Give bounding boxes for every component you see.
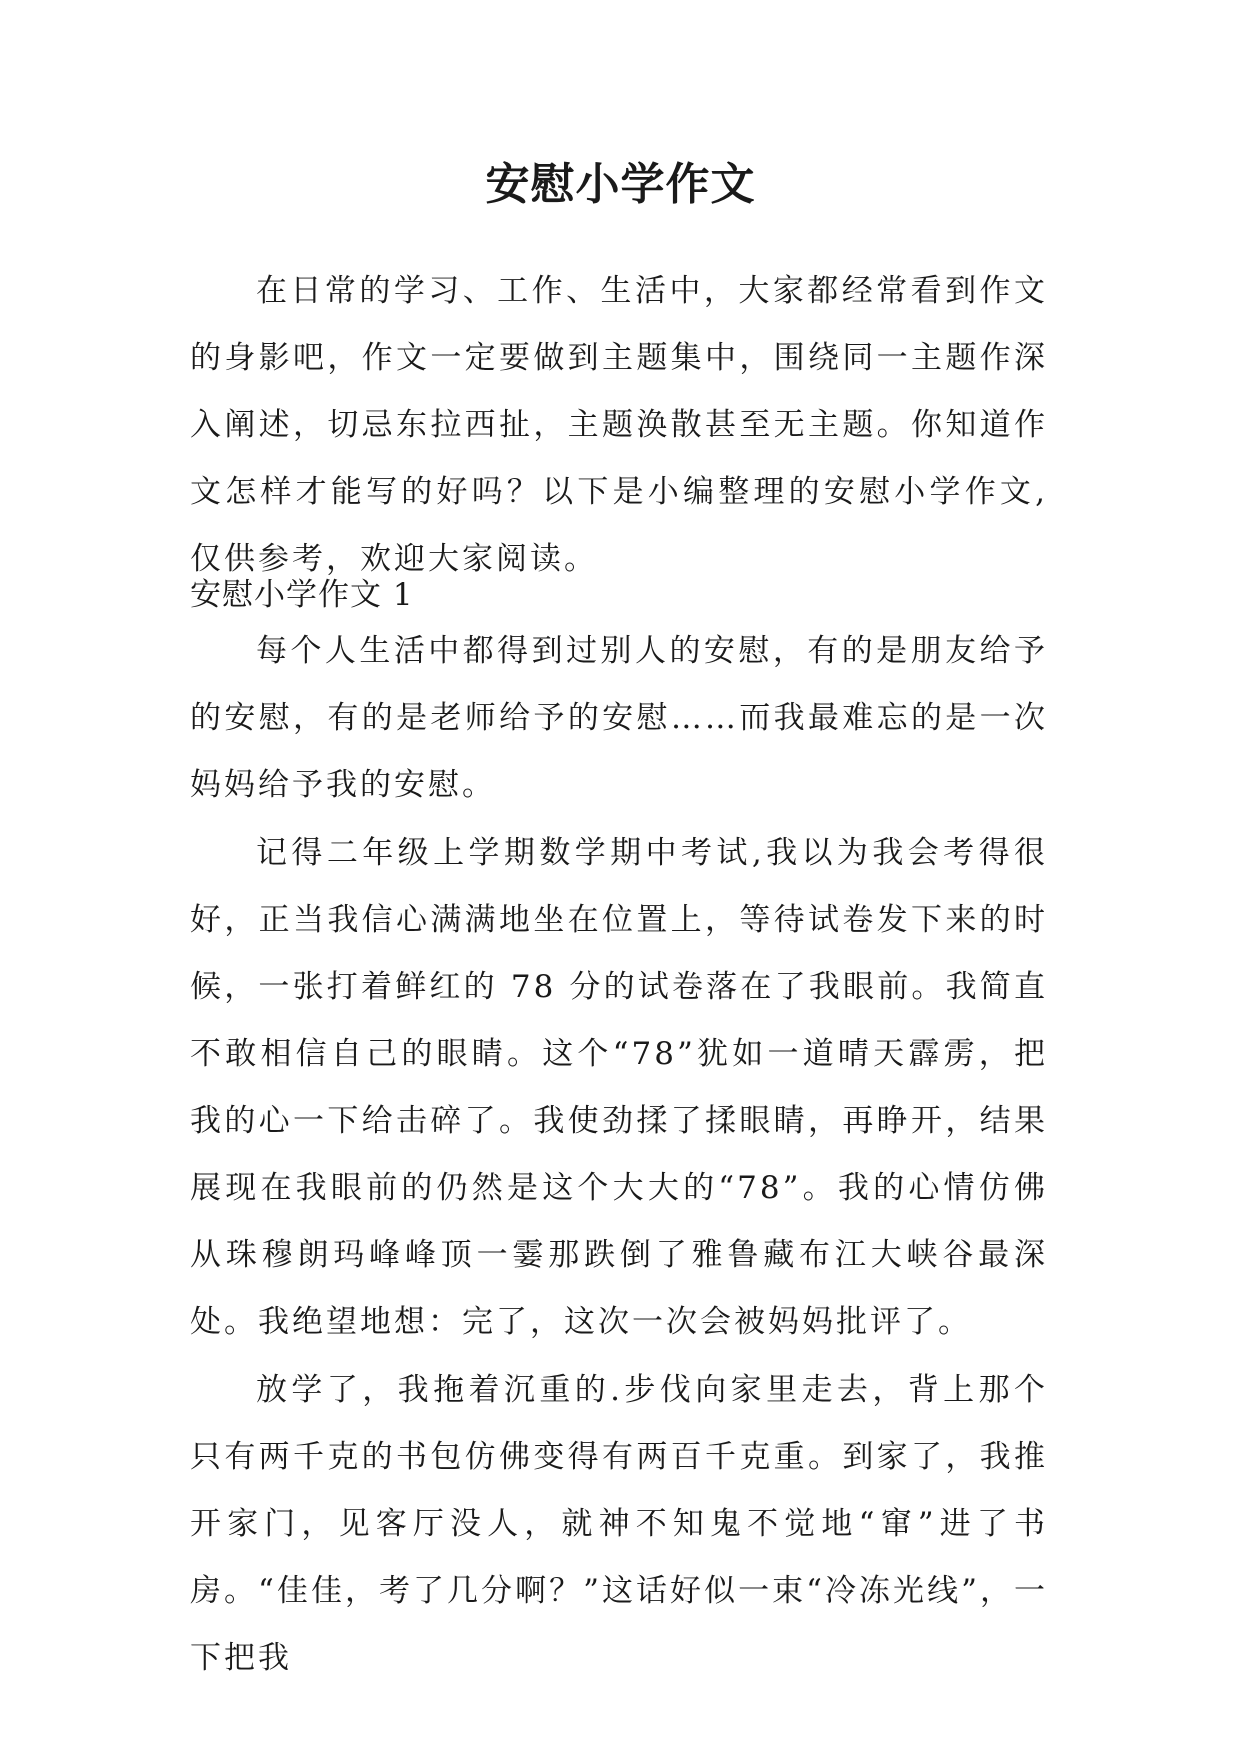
section-heading: 安慰小学作文 1	[190, 577, 414, 613]
body-paragraph-3: 放学了，我拖着沉重的.步伐向家里走去，背上那个只有两千克的书包仿佛变得有两百千克重。到家了，我推开家门，见客厅没人，就神不知鬼不觉地“窜”进了书房。“佳佳，考了几分啊？”这话好似一束“冷冻光线”，一下把我	[190, 1372, 1048, 1676]
intro-paragraph: 在日常的学习、工作、生活中，大家都经常看到作文的身影吧，作文一定要做到主题集中，围绕同一主题作深入阐述，切忌东拉西扯，主题涣散甚至无主题。你知道作文怎样才能写的好吗？以下是小编整理的安慰小学作文,仅供参考，欢迎大家阅读。	[190, 273, 1048, 577]
body-paragraph-2: 记得二年级上学期数学期中考试,我以为我会考得很好，正当我信心满满地坐在位置上，等待试卷发下来的时候，一张打着鲜红的 78 分的试卷落在了我眼前。我简直不敢相信自己的眼睛。这个“78”犹如一道晴天霹雳，把我的心一下给击碎了。我使劲揉了揉眼睛，再睁开，结果展现在我眼前的仍然是这个大大的“78”。我的心情仿佛从珠穆朗玛峰峰顶一霎那跌倒了雅鲁藏布江大峡谷最深处。我绝望地想：完了，这次一次会被妈妈批评了。	[190, 835, 1048, 1340]
body-paragraph-1: 每个人生活中都得到过别人的安慰，有的是朋友给予的安慰，有的是老师给予的安慰……而我最难忘的是一次妈妈给予我的安慰。	[190, 633, 1048, 803]
document-title: 安慰小学作文	[485, 159, 756, 210]
